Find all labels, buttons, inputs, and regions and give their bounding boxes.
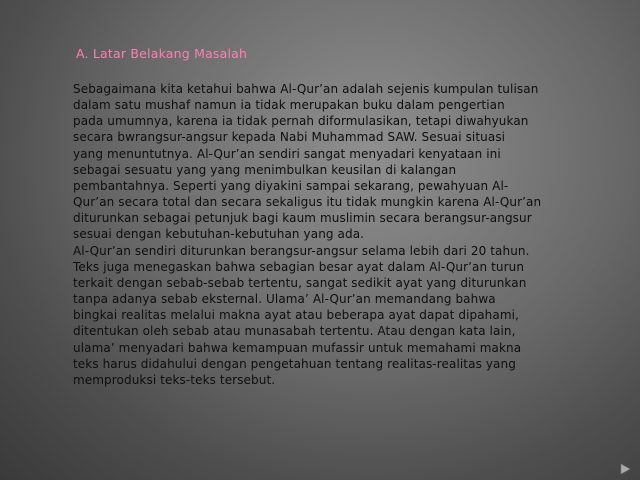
body-line: yang menuntutnya. Al-Qur’an sendiri sangat menyadari kenyataan ini: [73, 146, 501, 161]
body-line: bingkai realitas melalui makna ayat atau beberapa ayat dapat dipahami,: [73, 308, 519, 323]
body-line: diturunkan sebagai petunjuk bagi kaum muslimin secara berangsur-angsur: [73, 211, 532, 226]
slide-body: [73, 81, 613, 388]
body-line: sesuai dengan kebutuhan-kebutuhan yang ada.: [73, 227, 365, 242]
slide-heading: A. Latar Belakang Masalah: [76, 46, 248, 61]
body-line: Qur’an secara total dan secara sekaligus itu tidak mungkin karena Al-Qur’an: [73, 195, 542, 210]
body-line: teks harus didahului dengan pengetahuan tentang realitas-realitas yang: [73, 356, 516, 371]
body-line: pada umumnya, karena ia tidak pernah diformulasikan, tetapi diwahyukan: [73, 114, 529, 129]
body-line: sebagai sesuatu yang yang menimbulkan keusilan di kalangan: [73, 162, 457, 177]
body-line: pembantahnya. Seperti yang diyakini sampai sekarang, pewahyuan Al-: [73, 178, 509, 193]
body-line: dalam satu mushaf namun ia tidak merupakan buku dalam pengertian: [73, 98, 505, 113]
play-arrow-icon[interactable]: [618, 462, 632, 476]
body-line: memproduksi teks-teks tersebut.: [73, 372, 276, 387]
body-line: Sebagaimana kita ketahui bahwa Al-Qur’an adalah sejenis kumpulan tulisan: [73, 82, 539, 96]
body-line: Al-Qur’an sendiri diturunkan berangsur-angsur selama lebih dari 20 tahun.: [73, 243, 530, 258]
body-line: ulama’ menyadari bahwa kemampuan mufassir untuk memahami makna: [73, 340, 522, 355]
body-line: tanpa adanya sebab eksternal. Ulama’ Al-Qur’an memandang bahwa: [73, 292, 496, 307]
body-line: terkait dengan sebab-sebab tertentu, sangat sedikit ayat yang diturunkan: [73, 275, 527, 290]
body-line: ditentukan oleh sebab atau munasabah tertentu. Atau dengan kata lain,: [73, 324, 516, 339]
body-line: Teks juga menegaskan bahwa sebagian besar ayat dalam Al-Qur’an turun: [73, 259, 525, 274]
body-line: secara bwrangsur-angsur kepada Nabi Muhammad SAW. Sesuai situasi: [73, 130, 506, 145]
